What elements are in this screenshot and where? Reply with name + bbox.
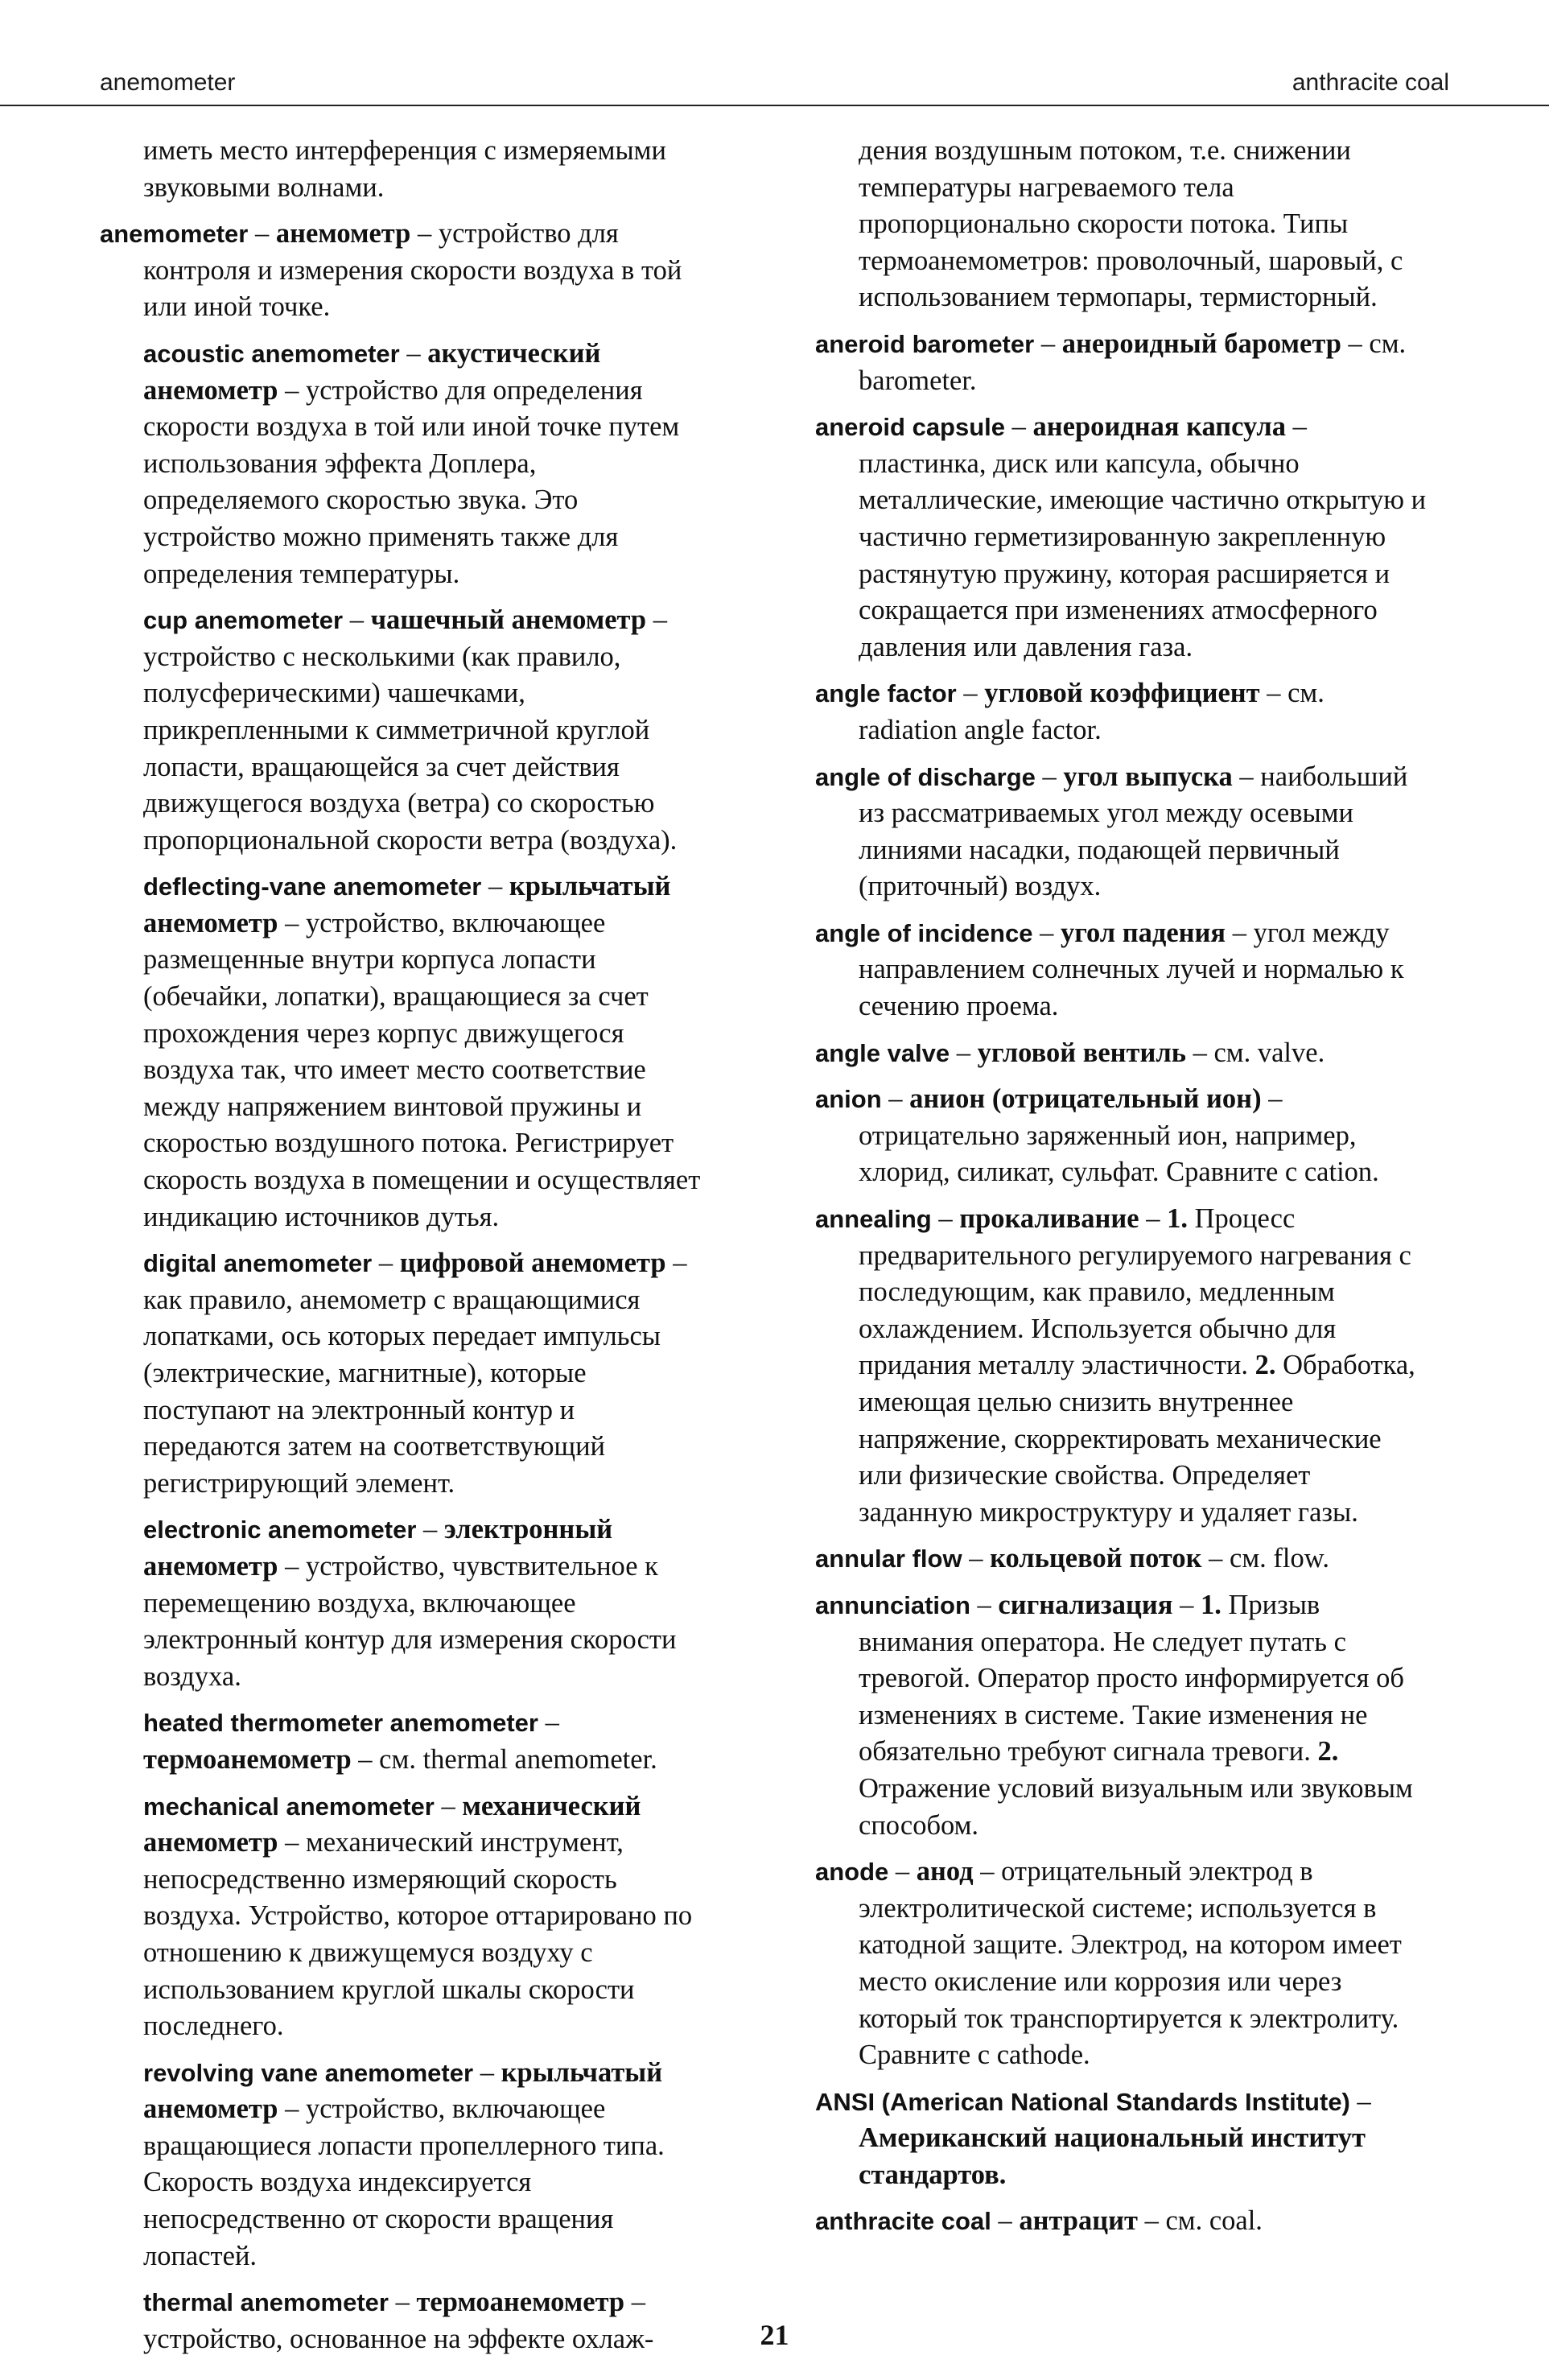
entry-definition: устройство, включающее размещенные внутри корпуса лопасти (обечайки, лопатки), вращающиеся за счет прохождения через корпус движущегося воздуха так, что имеет место соответствие между напряжением винтовой пружины и скоростью воздушного потока. Регистрирует скорость воздуха в помещении и осуществляет индикацию источников дутья.	[143, 907, 701, 1232]
sense-number: 2.	[1254, 1350, 1276, 1381]
running-head-right: anthracite coal	[1292, 69, 1449, 96]
entry-translation: термоанемометр	[143, 1743, 352, 1775]
dictionary-entry: annunciation – сигнализация – 1. Призыв внимания оператора. Не следует путать с тревогой. Оператор просто информируется об изменениях в системе. Такие изменения не обязательно требуют сигнала тревоги. 2. Отражение условий визуальным или звуковым способом.	[815, 1589, 1413, 1841]
continuation-text: дения воздушным потоком, т.е. снижении температуры нагреваемого тела пропорционально скорости потока. Типы термоанемометров: проволочный, шаровый, с использованием термопары, термисторный.	[859, 135, 1403, 313]
entry-translation: крыльчатый анемометр	[143, 2056, 663, 2125]
header-rule	[0, 105, 1549, 106]
entry-definition: Отражение условий визуальным или звуковым способом.	[859, 1772, 1413, 1841]
left-column	[100, 133, 711, 2367]
entry-translation: анион (отрицательный ион)	[909, 1083, 1262, 1115]
entry-definition: пластинка, диск или капсула, обычно металлические, имеющие частично открытую и частично герметизированную закрепленную растянутую пружину, которая расширяется и сокращается при изменениях атмосферного давления или давления газа.	[859, 448, 1427, 662]
entry-translation: угол выпуска	[1063, 761, 1233, 792]
entry-term: angle of discharge	[815, 762, 1036, 791]
entry-term: annealing	[815, 1205, 932, 1234]
entry-definition: механический инструмент, непосредственно измеряющий скорость воздуха. Устройство, которое оттарировано по отношению к движущемуся воздуху с использованием круглой шкалы скорости последнего.	[143, 1827, 693, 2042]
entry-definition: как правило, анемометр с вращающимися лопатками, ось которых передает импульсы (электрические, магнитные), которые поступают на электронный контур и передаются затем на соответствующий регистрирующий элемент.	[143, 1284, 661, 1499]
entry-term: anion	[815, 1085, 882, 1114]
entry-translation: анероидный барометр	[1061, 328, 1341, 359]
entry-definition: см. radiation angle factor.	[859, 678, 1324, 745]
entry-term: mechanical anemometer	[143, 1792, 435, 1821]
entry-term: cup anemometer	[143, 606, 344, 635]
entry-term: deflecting-vane anemometer	[143, 872, 482, 901]
dictionary-entry: angle of incidence – угол падения – угол между направлением солнечных лучей и нормалью к сечению проема.	[815, 917, 1404, 1022]
entry-definition: отрицательно заряженный ион, например, хлорид, силикат, сульфат. Сравните с cation.	[859, 1120, 1379, 1188]
entry-term: acoustic anemometer	[143, 339, 400, 368]
entry-translation: электронный анемометр	[143, 1514, 613, 1582]
entry-definition: отрицательный электрод в электролитической системе; используется в катодной защите. Электрод, на котором имеет место окисление или коррозия или через который ток транспортируется к электролиту. Сравните с cathode.	[859, 1856, 1402, 2071]
entry-definition: устройство для контроля и измерения скорости воздуха в той или иной точке.	[143, 218, 682, 323]
entry-translation: кольцевой поток	[990, 1543, 1202, 1574]
entry-definition: устройство, основанное на эффекте охлаж-	[143, 2323, 654, 2354]
dictionary-subentry: heated thermometer anemometer – термоанемометр – см. thermal anemometer.	[143, 1707, 657, 1775]
entry-definition: Обработка, имеющая целью снизить внутреннее напряжение, скорректировать механические или физические свойства. Определяет заданную микроструктуру и удаляет газы.	[859, 1350, 1415, 1528]
entry-definition: Призыв внимания оператора. Не следует путать с тревогой. Оператор просто информируется об изменениях в системе. Такие изменения не обязательно требуют сигнала тревоги.	[859, 1589, 1404, 1767]
dictionary-subentry: deflecting-vane anemometer – крыльчатый анемометр – устройство, включающее размещенные внутри корпуса лопасти (обечайки, лопатки), вращающиеся за счет прохождения через корпус движущегося воздуха так, что имеет место соответствие между напряжением винтовой пружины и скоростью воздушного потока. Регистрирует скорость воздуха в помещении и осуществляет индикацию источников дутья.	[143, 871, 701, 1232]
entry-translation: угол падения	[1060, 917, 1226, 948]
entry-term: aneroid barometer	[815, 329, 1035, 358]
entry-term: anthracite coal	[815, 2207, 991, 2236]
dictionary-entry: anthracite coal – антрацит – см. coal.	[815, 2205, 1263, 2237]
continuation-text: иметь место интерференция с измеряемыми звуковыми волнами.	[143, 135, 666, 203]
entry-term: annular flow	[815, 1545, 962, 1574]
entry-term: angle factor	[815, 679, 957, 708]
entry-definition: устройство, чувствительное к перемещению воздуха, включающее электронный контур для измерения скорости воздуха.	[143, 1550, 677, 1692]
entry-translation: цифровой анемометр	[399, 1248, 666, 1279]
dictionary-entry: anemometer – анемометр – устройство для контроля и измерения скорости воздуха в той или иной точке.	[100, 218, 682, 323]
entry-translation: прокаливание	[959, 1203, 1139, 1235]
dictionary-subentry: mechanical anemometer – механический анемометр – механический инструмент, непосредственно измеряющий скорость воздуха. Устройство, которое оттарировано по отношению к движущемуся воздуху с использованием круглой шкалы скорости последнего.	[143, 1790, 693, 2042]
entry-term: electronic anemometer	[143, 1516, 417, 1545]
entry-translation: механический анемометр	[143, 1790, 641, 1858]
entry-term: digital anemometer	[143, 1249, 373, 1278]
dictionary-entry: anion – анион (отрицательный ион) – отрицательно заряженный ион, например, хлорид, силикат, сульфат. Сравните с cation.	[815, 1083, 1379, 1188]
dictionary-entry: angle valve – угловой вентиль – см. valve.	[815, 1037, 1325, 1068]
entry-definition: устройство с несколькими (как правило, полусферическими) чашечками, прикрепленными к симметричной круглой лопасти, вращающейся за счет действия движущегося воздуха (ветра) со скоростью пропорциональной скорости ветра (воздуха).	[143, 641, 678, 856]
entry-term: anode	[815, 1858, 889, 1887]
entry-translation: крыльчатый анемометр	[143, 871, 671, 938]
entry-term: anemometer	[100, 220, 249, 249]
entry-term: ANSI (American National Standards Institute)	[815, 2087, 1350, 2116]
sense-number: 1.	[1200, 1589, 1221, 1620]
entry-definition: Процесс предварительного регулируемого нагревания с последующим, как правило, медленным охлаждением. Используется обычно для придания металлу эластичности.	[859, 1203, 1411, 1381]
entry-term: thermal anemometer	[143, 2288, 389, 2317]
running-head-left: anemometer	[100, 69, 236, 96]
entry-term: aneroid capsule	[815, 413, 1006, 442]
entry-definition: см. flow.	[1230, 1543, 1330, 1574]
entry-translation: сигнализация	[998, 1589, 1173, 1620]
dictionary-entry: aneroid barometer – анероидный барометр – см. barometer.	[815, 328, 1407, 396]
entry-definition: см. valve.	[1213, 1037, 1325, 1068]
entry-translation: угловой коэффициент	[984, 678, 1260, 709]
dictionary-entry: annealing – прокаливание – 1. Процесс предварительного регулируемого нагревания с последующим, как правило, медленным охлаждением. Используется обычно для придания металлу эластичности. 2. Обработка, имеющая целью снизить внутреннее напряжение, скорректировать механические или физические свойства. Определяет заданную микроструктуру и удаляет газы.	[815, 1203, 1415, 1528]
entry-definition: см. coal.	[1165, 2205, 1263, 2237]
entry-translation: термоанемометр	[416, 2287, 625, 2318]
entry-term: angle valve	[815, 1038, 950, 1067]
entry-translation: угловой вентиль	[977, 1037, 1186, 1068]
entry-term: heated thermometer anemometer	[143, 1709, 538, 1738]
sense-number: 1.	[1167, 1203, 1188, 1235]
entry-definition: наибольший из рассматриваемых угол между осевыми линиями насадки, подающей первичный (приточный) воздух.	[859, 761, 1408, 902]
dictionary-entry: aneroid capsule – анероидная капсула – пластинка, диск или капсула, обычно металлические, имеющие частично открытую и частично герметизированную закрепленную растянутую пружину, которая расширяется и сокращается при изменениях атмосферного давления или давления газа.	[815, 411, 1427, 662]
entry-term: revolving vane anemometer	[143, 2058, 474, 2087]
dictionary-subentry: revolving vane anemometer – крыльчатый анемометр – устройство, включающее вращающиеся лопасти пропеллерного типа. Скорость воздуха индексируется непосредственно от скорости вращения лопастей.	[143, 2056, 665, 2271]
page-number: 21	[760, 2319, 789, 2351]
entry-translation: чашечный анемометр	[370, 604, 647, 636]
dictionary-entry: anode – анод – отрицательный электрод в электролитической системе; используется в катодной защите. Электрод, на котором имеет место окисление или коррозия или через который ток транспортируется к электролиту. Сравните с cathode.	[815, 1856, 1402, 2071]
right-column	[815, 133, 1427, 2250]
dictionary-subentry: electronic anemometer – электронный анемометр – устройство, чувствительное к перемещению воздуха, включающее электронный контур для измерения скорости воздуха.	[143, 1514, 677, 1692]
entry-translation: анероидная капсула	[1032, 411, 1287, 443]
running-head	[100, 69, 1449, 97]
entry-definition: устройство, включающее вращающиеся лопасти пропеллерного типа. Скорость воздуха индексируется непосредственно от скорости вращения лопастей.	[143, 2093, 665, 2271]
entry-definition: см. barometer.	[859, 328, 1407, 396]
sense-number: 2.	[1317, 1736, 1339, 1767]
entry-translation: акустический анемометр	[143, 337, 601, 406]
entry-translation: антрацит	[1019, 2205, 1138, 2237]
dictionary-subentry: acoustic anemometer – акустический анемометр – устройство для определения скорости воздуха в той или иной точке путем использования эффекта Доплера, определяемого скоростью звука. Это устройство можно применять также для определения температуры.	[143, 337, 680, 589]
dictionary-subentry: digital anemometer – цифровой анемометр – как правило, анемометр с вращающимися лопатками, ось которых передает импульсы (электрические, магнитные), которые поступают на электронный контур и передаются затем на соответствующий регистрирующий элемент.	[143, 1248, 687, 1499]
dictionary-subentry: cup anemometer – чашечный анемометр – устройство с несколькими (как правило, полусферическими) чашечками, прикрепленными к симметричной круглой лопасти, вращающейся за счет действия движущегося воздуха (ветра) со скоростью пропорциональной скорости ветра (воздуха).	[143, 604, 678, 856]
dictionary-entry: angle factor – угловой коэффициент – см. radiation angle factor.	[815, 678, 1324, 745]
entry-translation: анемометр	[275, 218, 411, 250]
dictionary-entry: angle of discharge – угол выпуска – наибольший из рассматриваемых угол между осевыми линиями насадки, подающей первичный (приточный) воздух.	[815, 761, 1408, 902]
dictionary-subentry: thermal anemometer – термоанемометр – устройство, основанное на эффекте охлаж-	[143, 2287, 654, 2354]
entry-term: angle of incidence	[815, 918, 1033, 947]
dictionary-entry: ANSI (American National Standards Institute) – Американский национальный институт стандартов.	[815, 2085, 1371, 2190]
dictionary-entry: annular flow – кольцевой поток – см. flow.	[815, 1543, 1330, 1574]
entry-definition: угол между направлением солнечных лучей и нормалью к сечению проема.	[859, 917, 1404, 1022]
entry-definition: см. thermal anemometer.	[379, 1743, 657, 1775]
entry-translation: анод	[916, 1856, 974, 1887]
entry-definition: устройство для определения скорости воздуха в той или иной точке путем использования эффекта Доплера, определяемого скоростью звука. Это устройство можно применять также для определения температуры.	[143, 374, 680, 589]
entry-term: annunciation	[815, 1590, 970, 1619]
entry-translation: Американский национальный институт стандартов.	[859, 2122, 1366, 2190]
